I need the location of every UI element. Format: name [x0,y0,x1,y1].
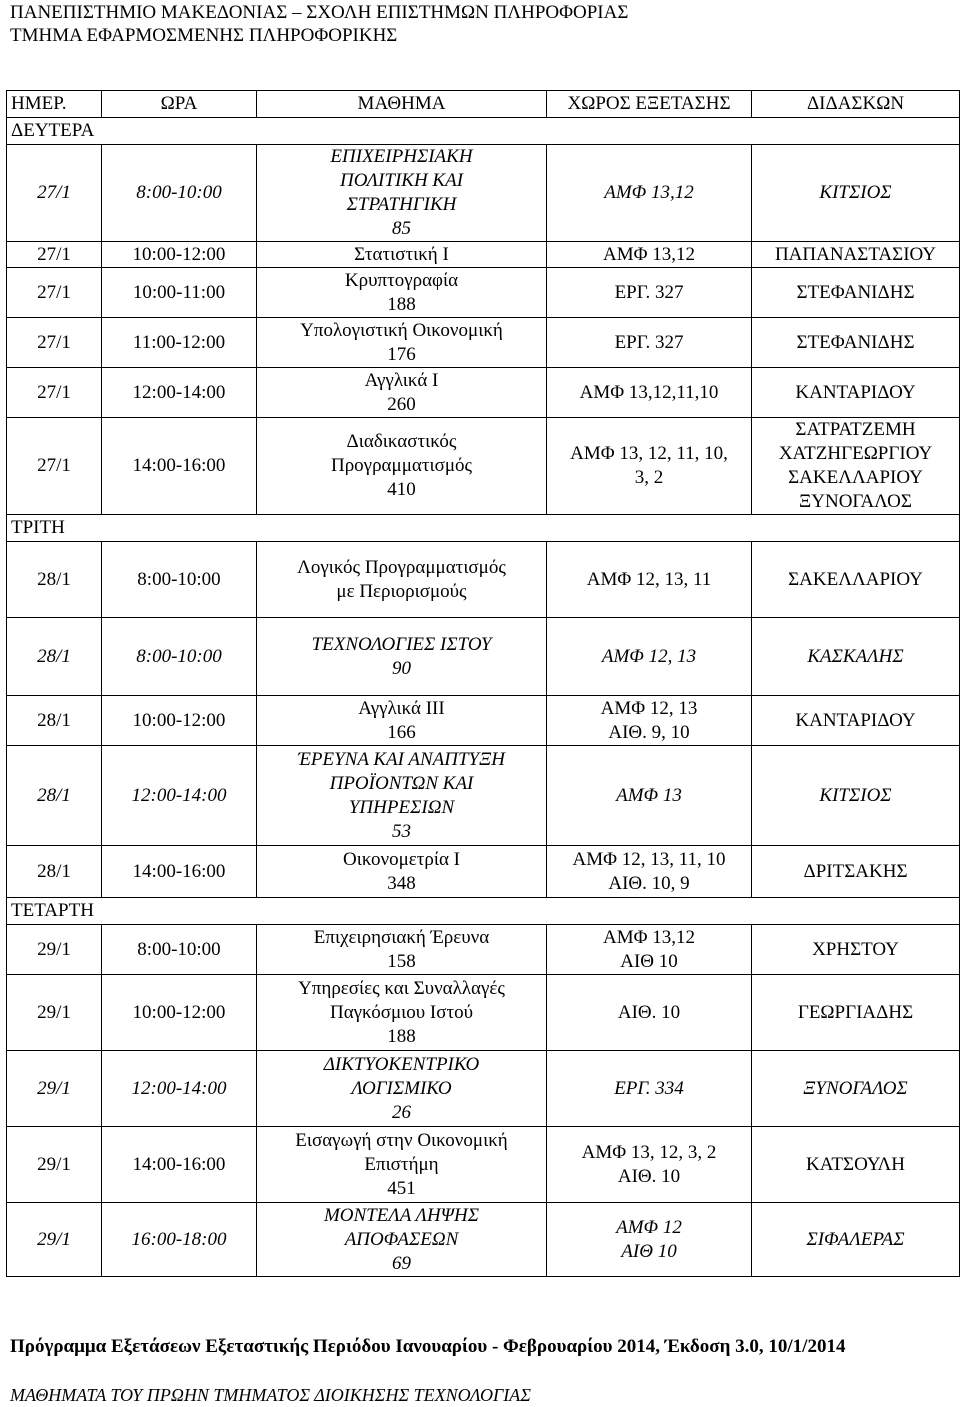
time-cell: 14:00-16:00 [102,846,257,898]
day-label: ΤΡΙΤΗ [7,515,960,542]
time-cell: 12:00-14:00 [102,1051,257,1127]
time-cell: 10:00-12:00 [102,696,257,746]
room-cell: ΑΜΦ 12, 13 [547,618,752,696]
teacher-cell: ΣΑΤΡΑΤΖΕΜΗ ΧΑΤΖΗΓΕΩΡΓΙΟΥ ΣΑΚΕΛΛΑΡΙΟΥ ΞΥΝΟΓΑΛΟΣ [752,418,960,515]
teacher-cell: ΚΙΤΣΙΟΣ [752,145,960,242]
room-cell: ΕΡΓ. 334 [547,1051,752,1127]
teacher-cell: ΔΡΙΤΣΑΚΗΣ [752,846,960,898]
date-cell: 27/1 [7,318,102,368]
time-cell: 14:00-16:00 [102,418,257,515]
col-header-room: ΧΩΡΟΣ ΕΞΕΤΑΣΗΣ [547,91,752,118]
table-row [7,746,960,846]
teacher-cell: ΠΑΠΑΝΑΣΤΑΣΙΟΥ [752,242,960,268]
table-row [7,696,960,746]
day-row-monday [7,118,960,145]
col-header-teacher: ΔΙΔΑΣΚΩΝ [752,91,960,118]
room-cell: ΑΜΦ 13 [547,746,752,846]
course-cell: Κρυπτογραφία 188 [257,268,547,318]
table-row [7,1051,960,1127]
course-cell: Υπολογιστική Οικονομική 176 [257,318,547,368]
course-cell: Επιχειρησιακή Έρευνα 158 [257,925,547,975]
room-cell: ΑΜΦ 13,12 ΑΙΘ 10 [547,925,752,975]
time-cell: 10:00-12:00 [102,242,257,268]
teacher-cell: ΣΑΚΕΛΛΑΡΙΟΥ [752,542,960,618]
room-cell: ΑΜΦ 13,12 [547,145,752,242]
date-cell: 27/1 [7,145,102,242]
teacher-cell: ΚΑΤΣΟΥΛΗ [752,1127,960,1203]
table-header-row [7,91,960,118]
teacher-cell: ΣΙΦΑΛΕΡΑΣ [752,1203,960,1277]
date-cell: 28/1 [7,746,102,846]
date-cell: 27/1 [7,418,102,515]
time-cell: 11:00-12:00 [102,318,257,368]
table-row [7,1203,960,1277]
day-row-tuesday [7,515,960,542]
time-cell: 14:00-16:00 [102,1127,257,1203]
time-cell: 8:00-10:00 [102,925,257,975]
room-cell: ΑΜΦ 12 ΑΙΘ 10 [547,1203,752,1277]
table-row [7,268,960,318]
room-cell: ΑΙΘ. 10 [547,975,752,1051]
table-row [7,846,960,898]
date-cell: 28/1 [7,542,102,618]
table-row [7,145,960,242]
course-cell: ΈΡΕΥΝΑ ΚΑΙ ΑΝΑΠΤΥΞΗ ΠΡΟΪΟΝΤΩΝ ΚΑΙ ΥΠΗΡΕΣΙΩΝ 53 [257,746,547,846]
date-cell: 27/1 [7,368,102,418]
day-label: ΔΕΥΤΕΡΑ [7,118,960,145]
day-row-wednesday [7,898,960,925]
date-cell: 27/1 [7,242,102,268]
date-cell: 27/1 [7,268,102,318]
course-cell: Εισαγωγή στην Οικονομική Επιστήμη 451 [257,1127,547,1203]
time-cell: 8:00-10:00 [102,542,257,618]
teacher-cell: ΞΥΝΟΓΑΛΟΣ [752,1051,960,1127]
teacher-cell: ΚΙΤΣΙΟΣ [752,746,960,846]
university-header: ΠΑΝΕΠΙΣΤΗΜΙΟ ΜΑΚΕΔΟΝΙΑΣ – ΣΧΟΛΗ ΕΠΙΣΤΗΜΩΝ ΠΛΗΡΟΦΟΡΙΑΣ [10,2,629,23]
course-cell: Διαδικαστικός Προγραμματισμός 410 [257,418,547,515]
date-cell: 29/1 [7,1203,102,1277]
table-row [7,242,960,268]
date-cell: 28/1 [7,696,102,746]
course-cell: Αγγλικά Ι 260 [257,368,547,418]
teacher-cell: ΧΡΗΣΤΟΥ [752,925,960,975]
time-cell: 8:00-10:00 [102,618,257,696]
room-cell: ΑΜΦ 13,12,11,10 [547,368,752,418]
col-header-course: ΜΑΘΗΜΑ [257,91,547,118]
teacher-cell: ΚΑΣΚΑΛΗΣ [752,618,960,696]
time-cell: 16:00-18:00 [102,1203,257,1277]
time-cell: 10:00-12:00 [102,975,257,1051]
course-cell: ΕΠΙΧΕΙΡΗΣΙΑΚΗ ΠΟΛΙΤΙΚΗ ΚΑΙ ΣΤΡΑΤΗΓΙΚΗ 85 [257,145,547,242]
teacher-cell: ΓΕΩΡΓΙΑΔΗΣ [752,975,960,1051]
table-row [7,618,960,696]
room-cell: ΑΜΦ 12, 13, 11, 10 ΑΙΘ. 10, 9 [547,846,752,898]
course-cell: Στατιστική Ι [257,242,547,268]
room-cell: ΕΡΓ. 327 [547,268,752,318]
course-cell: Υπηρεσίες και Συναλλαγές Παγκόσμιου Ιστού 188 [257,975,547,1051]
teacher-cell: ΣΤΕΦΑΝΙΔΗΣ [752,318,960,368]
table-row [7,418,960,515]
department-note-footer: ΜΑΘΗΜΑΤΑ ΤΟΥ ΠΡΩΗΝ ΤΜΗΜΑΤΟΣ ΔΙΟΙΚΗΣΗΣ ΤΕΧΝΟΛΟΓΙΑΣ [10,1385,531,1405]
course-cell: ΜΟΝΤΕΛΑ ΛΗΨΗΣ ΑΠΟΦΑΣΕΩΝ 69 [257,1203,547,1277]
date-cell: 28/1 [7,846,102,898]
date-cell: 29/1 [7,1127,102,1203]
course-cell: Αγγλικά ΙΙΙ 166 [257,696,547,746]
table-row [7,318,960,368]
table-row [7,925,960,975]
exam-schedule-table [6,90,960,1277]
date-cell: 29/1 [7,925,102,975]
department-header: ΤΜΗΜΑ ΕΦΑΡΜΟΣΜΕΝΗΣ ΠΛΗΡΟΦΟΡΙΚΗΣ [10,25,398,46]
time-cell: 8:00-10:00 [102,145,257,242]
day-label: ΤΕΤΑΡΤΗ [7,898,960,925]
table-row [7,368,960,418]
course-cell: ΔΙΚΤΥΟΚΕΝΤΡΙΚΟ ΛΟΓΙΣΜΙΚΟ 26 [257,1051,547,1127]
schedule-version-footer: Πρόγραμμα Εξετάσεων Εξεταστικής Περιόδου Ιανουαρίου - Φεβρουαρίου 2014, Έκδοση 3.0, 10/1/2014 [10,1336,846,1357]
table-row [7,1127,960,1203]
course-cell: Οικονομετρία Ι 348 [257,846,547,898]
course-cell: Λογικός Προγραμματισμός με Περιορισμούς [257,542,547,618]
course-cell: ΤΕΧΝΟΛΟΓΙΕΣ ΙΣΤΟΥ 90 [257,618,547,696]
room-cell: ΑΜΦ 12, 13, 11 [547,542,752,618]
room-cell: ΑΜΦ 13,12 [547,242,752,268]
teacher-cell: ΚΑΝΤΑΡΙΔΟΥ [752,696,960,746]
teacher-cell: ΚΑΝΤΑΡΙΔΟΥ [752,368,960,418]
room-cell: ΕΡΓ. 327 [547,318,752,368]
teacher-cell: ΣΤΕΦΑΝΙΔΗΣ [752,268,960,318]
time-cell: 10:00-11:00 [102,268,257,318]
room-cell: ΑΜΦ 12, 13 ΑΙΘ. 9, 10 [547,696,752,746]
time-cell: 12:00-14:00 [102,368,257,418]
table-row [7,542,960,618]
date-cell: 29/1 [7,1051,102,1127]
date-cell: 28/1 [7,618,102,696]
room-cell: ΑΜΦ 13, 12, 3, 2 ΑΙΘ. 10 [547,1127,752,1203]
date-cell: 29/1 [7,975,102,1051]
time-cell: 12:00-14:00 [102,746,257,846]
room-cell: ΑΜΦ 13, 12, 11, 10, 3, 2 [547,418,752,515]
table-row [7,975,960,1051]
col-header-time: ΩΡΑ [102,91,257,118]
col-header-date: ΗΜΕΡ. [7,91,102,118]
